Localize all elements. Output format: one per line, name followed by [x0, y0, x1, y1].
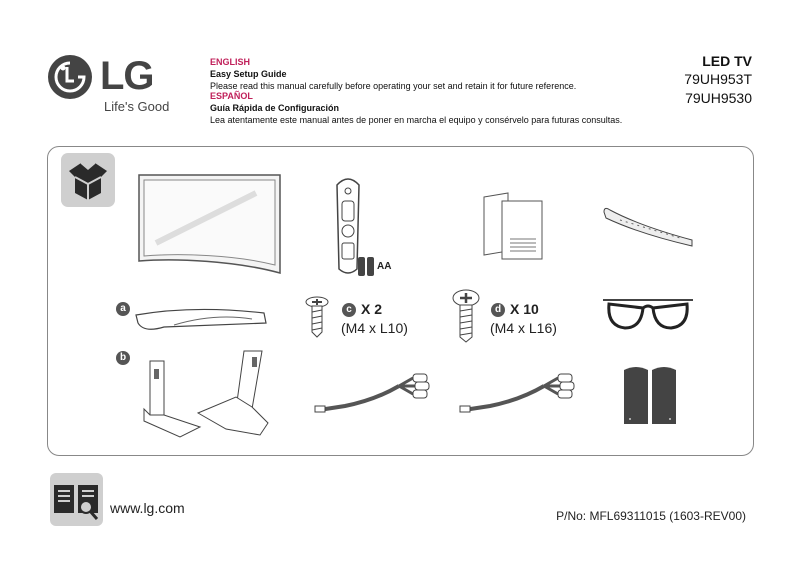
3d-glasses-illustration — [601, 296, 695, 336]
lg-logo-icon — [48, 55, 92, 99]
product-info — [684, 52, 752, 108]
screw-d-illustration — [452, 289, 480, 343]
spanish-guide-description: Lea atentamente este manual antes de poner en marcha el equipo y consérvelo para futuras consultas. — [210, 115, 623, 125]
screw-c-illustration — [305, 296, 329, 338]
part-number: P/No: MFL69311015 (1603-REV00) — [556, 509, 746, 523]
manual-book-icon — [50, 473, 103, 526]
logo-wordmark: LG — [100, 54, 154, 98]
spanish-guide-title: Guía Rápida de Configuración — [210, 103, 340, 113]
model-number-2: 79UH9530 — [685, 90, 752, 106]
screw-d-spec: (M4 x L16) — [490, 320, 557, 336]
battery-label: AA — [377, 261, 392, 272]
component-cable-illustration-1 — [315, 372, 435, 416]
screw-c-quantity: X 2 — [361, 301, 383, 317]
product-type: LED TV — [702, 53, 752, 69]
brand-slogan: Life's Good — [104, 99, 170, 114]
spanish-label: ESPAÑOL — [210, 91, 253, 101]
guide-header — [210, 57, 622, 125]
tv-illustration — [136, 173, 286, 273]
stand-assembly-illustration — [196, 347, 276, 439]
cable-holder-illustration — [600, 206, 696, 248]
english-guide-description: Please read this manual carefully before operating your set and retain it for future reference. — [210, 81, 577, 91]
aa-batteries-illustration — [357, 255, 377, 277]
model-number-1: 79UH953T — [684, 71, 752, 87]
package-contents-icon — [61, 153, 115, 207]
back-covers-illustration — [622, 364, 678, 426]
screw-c-marker: c — [342, 303, 356, 317]
stand-base-illustration — [134, 305, 270, 335]
english-guide-title: Easy Setup Guide — [210, 69, 287, 79]
component-cable-illustration-2 — [460, 372, 580, 416]
screw-c-spec: (M4 x L10) — [341, 320, 408, 336]
screw-d-quantity: X 10 — [510, 301, 539, 317]
owners-manual-illustration — [482, 193, 546, 261]
screw-d-marker: d — [491, 303, 505, 317]
website-link[interactable]: www.lg.com — [110, 500, 185, 516]
stand-body-marker: b — [116, 351, 130, 365]
stand-base-marker: a — [116, 302, 130, 316]
english-label: ENGLISH — [210, 57, 251, 67]
stand-body-illustration — [140, 357, 204, 439]
